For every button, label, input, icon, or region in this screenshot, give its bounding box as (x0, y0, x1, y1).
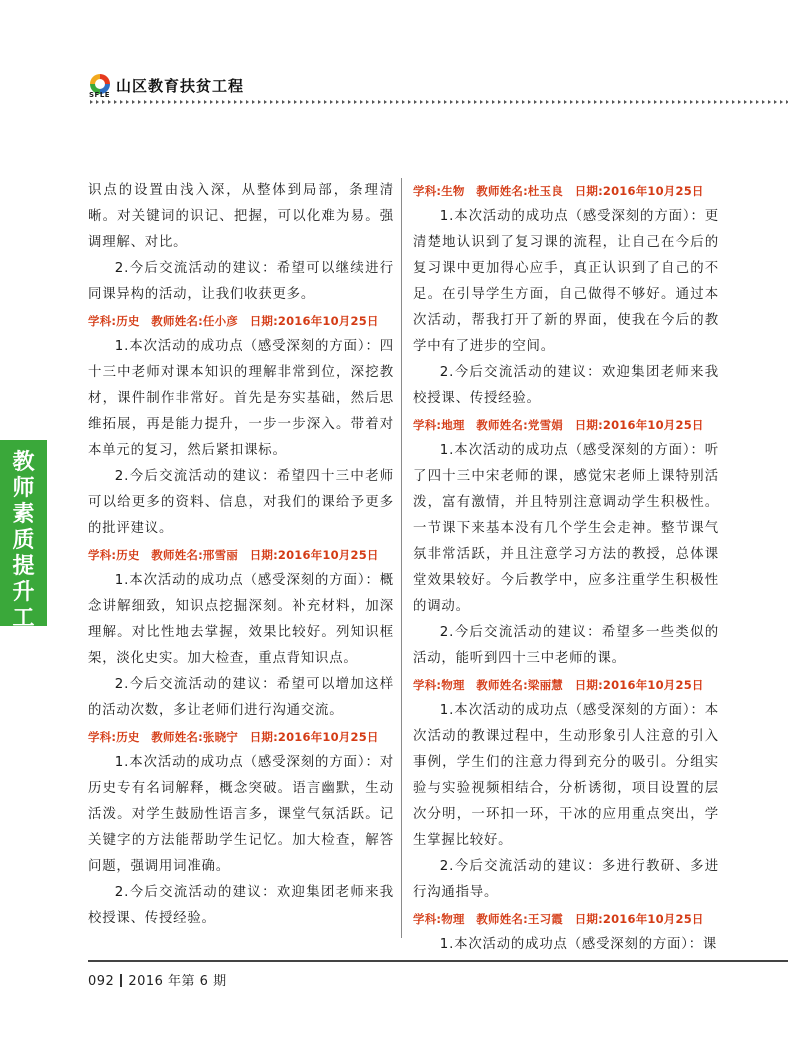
rule-dot (522, 100, 525, 104)
publication-title: 山区教育扶贫工程 (116, 77, 245, 95)
subject-heading: 学科:物理 教师姓名:梁丽慧 日期:2016年10月25日 (413, 678, 704, 692)
side-tab-char: 提 (12, 554, 35, 579)
subject-heading: 学科:历史 教师姓名:张晓宁 日期:2016年10月25日 (88, 730, 379, 744)
rule-dot (396, 100, 399, 104)
rule-dot (378, 100, 381, 104)
rule-dot (600, 100, 603, 104)
rule-dot (324, 100, 327, 104)
rule-dot (420, 100, 423, 104)
rule-dot (228, 100, 231, 104)
rule-dot (498, 100, 501, 104)
rule-dot (606, 100, 609, 104)
rule-dot (288, 100, 291, 104)
rule-dot (132, 100, 135, 104)
rule-dot (234, 100, 237, 104)
rule-dot (546, 100, 549, 104)
rule-dot (582, 100, 585, 104)
rule-dot (780, 100, 783, 104)
rule-dot (576, 100, 579, 104)
rule-dot (300, 100, 303, 104)
left-column (88, 178, 394, 932)
side-tab-char: 质 (12, 528, 35, 553)
rule-dot (180, 100, 183, 104)
rule-dot (594, 100, 597, 104)
rule-dot (468, 100, 471, 104)
paragraph: 1.本次活动的成功点（感受深刻的方面）：更清楚地认识到了复习课的流程，让自己在今后的复习课中更加得心应手，真正认识到了自己的不足。在引导学生方面，自己做得不够好。通过本次活动，帮我打开了新的界面，使我在今后的教学中有了进步的空间。 (413, 209, 719, 354)
page-footer (88, 970, 227, 989)
rule-dot (630, 100, 633, 104)
side-tab-char: 素 (12, 502, 35, 527)
rule-dot (732, 100, 735, 104)
issue-label: 2016 年第 6 期 (128, 974, 227, 989)
rule-dot (372, 100, 375, 104)
rule-dot (672, 100, 675, 104)
paragraph: 1.本次活动的成功点（感受深刻的方面）：对历史专有名词解释，概念突破。语言幽默，生动活泼。对学生鼓励性语言多，课堂气氛活跃。记关键字的方法能帮助学生记忆。加大检查，解答问题，强调用词准确。 (88, 755, 394, 874)
rule-dot (696, 100, 699, 104)
paragraph: 2.今后交流活动的建议：多进行教研、多进行沟通指导。 (413, 859, 719, 900)
paragraph: 识点的设置由浅入深，从整体到局部，条理清晰。对关键词的识记、把握，可以化难为易。强调理解、对比。 (88, 183, 394, 250)
rule-dot (660, 100, 663, 104)
rule-dot (96, 100, 99, 104)
rule-dot (330, 100, 333, 104)
rule-dot (462, 100, 465, 104)
paragraph: 1.本次活动的成功点（感受深刻的方面）：概念讲解细致，知识点挖掘深刻。补充材料，加深理解。对比性地去掌握，效果比较好。列知识框架，淡化史实。加大检查，重点背知识点。 (88, 573, 394, 666)
paragraph: 1.本次活动的成功点（感受深刻的方面）：本次活动的教课过程中，生动形象引人注意的引入事例，学生们的注意力得到充分的吸引。分组实验与实验视频相结合，分析诱彻，项目设置的层次分明，一环扣一环，干冰的应用重点突出，学生掌握比较好。 (413, 703, 719, 848)
rule-dot (504, 100, 507, 104)
rule-dot (264, 100, 267, 104)
rule-dot (414, 100, 417, 104)
side-tab-char: 工 (12, 606, 35, 631)
rule-dot (294, 100, 297, 104)
footer-rule (88, 960, 788, 962)
rule-dot (90, 100, 93, 104)
rule-dot (534, 100, 537, 104)
side-tab-char: 升 (12, 580, 35, 605)
rule-dot (360, 100, 363, 104)
rule-dot (678, 100, 681, 104)
side-tab-char: 程 (12, 632, 35, 657)
rule-dot (564, 100, 567, 104)
rule-dot (402, 100, 405, 104)
rule-dot (654, 100, 657, 104)
rule-dot (768, 100, 771, 104)
rule-dot (612, 100, 615, 104)
rule-dot (210, 100, 213, 104)
rule-dot (540, 100, 543, 104)
rule-dot (510, 100, 513, 104)
rule-dot (708, 100, 711, 104)
rule-dot (750, 100, 753, 104)
rule-dot (438, 100, 441, 104)
header-dotted-rule (88, 99, 788, 105)
rule-dot (276, 100, 279, 104)
rule-dot (456, 100, 459, 104)
rule-dot (216, 100, 219, 104)
rule-dot (690, 100, 693, 104)
paragraph: 2.今后交流活动的建议：希望四十三中老师可以给更多的资料、信息，对我们的课给予更多的批评建议。 (88, 469, 394, 536)
footer-separator (120, 974, 122, 987)
rule-dot (492, 100, 495, 104)
rule-dot (186, 100, 189, 104)
rule-dot (774, 100, 777, 104)
rule-dot (426, 100, 429, 104)
subject-heading: 学科:历史 教师姓名:任小彦 日期:2016年10月25日 (88, 314, 379, 328)
rule-dot (342, 100, 345, 104)
paragraph: 1.本次活动的成功点（感受深刻的方面）：听了四十三中宋老师的课，感觉宋老师上课特别活泼，富有激情，并且特别注意调动学生积极性。一节课下来基本没有几个学生会走神。整节课气氛非常活跃，并且注意学习方法的教授，总体课堂效果较好。今后教学中，应多注重学生积极性的调动。 (413, 443, 719, 614)
rule-dot (168, 100, 171, 104)
rule-dot (714, 100, 717, 104)
paragraph: 2.今后交流活动的建议：欢迎集团老师来我校授课、传授经验。 (88, 885, 394, 926)
rule-dot (486, 100, 489, 104)
rule-dot (408, 100, 411, 104)
rule-dot (762, 100, 765, 104)
rule-dot (720, 100, 723, 104)
paragraph: 2.今后交流活动的建议：欢迎集团老师来我校授课、传授经验。 (413, 365, 719, 406)
rule-dot (432, 100, 435, 104)
paragraph: 1.本次活动的成功点（感受深刻的方面）：四十三中老师对课本知识的理解非常到位，深挖教材，课件制作非常好。首先是夯实基础，然后思维拓展，再是能力提升，一步一步深入。带着对本单元的复习，然后紧扣课标。 (88, 339, 394, 458)
rule-dot (138, 100, 141, 104)
side-tab-label (0, 450, 47, 658)
rule-dot (642, 100, 645, 104)
rule-dot (162, 100, 165, 104)
rule-dot (174, 100, 177, 104)
rule-dot (114, 100, 117, 104)
rule-dot (390, 100, 393, 104)
rule-dot (474, 100, 477, 104)
rule-dot (108, 100, 111, 104)
rule-dot (366, 100, 369, 104)
rule-dot (552, 100, 555, 104)
rule-dot (744, 100, 747, 104)
rule-dot (150, 100, 153, 104)
paragraph: 2.今后交流活动的建议：希望多一些类似的活动，能听到四十三中老师的课。 (413, 625, 719, 666)
rule-dot (126, 100, 129, 104)
rule-dot (588, 100, 591, 104)
rule-dot (528, 100, 531, 104)
column-divider (401, 178, 402, 938)
rule-dot (384, 100, 387, 104)
paragraph: 2.今后交流活动的建议：希望可以继续进行同课异构的活动，让我们收获更多。 (88, 261, 394, 302)
subject-heading: 学科:生物 教师姓名:杜玉良 日期:2016年10月25日 (413, 184, 704, 198)
rule-dot (222, 100, 225, 104)
rule-dot (786, 100, 788, 104)
rule-dot (702, 100, 705, 104)
rule-dot (666, 100, 669, 104)
rule-dot (450, 100, 453, 104)
rule-dot (336, 100, 339, 104)
rule-dot (204, 100, 207, 104)
page-number: 092 (88, 974, 115, 989)
rule-dot (444, 100, 447, 104)
rule-dot (348, 100, 351, 104)
rule-dot (726, 100, 729, 104)
side-tab-char: 教 (12, 450, 35, 475)
section-side-tab (0, 440, 47, 657)
rule-dot (624, 100, 627, 104)
subject-heading: 学科:物理 教师姓名:王习霞 日期:2016年10月25日 (413, 912, 704, 926)
rule-dot (570, 100, 573, 104)
side-tab-char: 师 (12, 476, 35, 501)
rule-dot (258, 100, 261, 104)
paragraph: 1.本次活动的成功点（感受深刻的方面）：课 (439, 937, 718, 952)
rule-dot (354, 100, 357, 104)
rule-dot (282, 100, 285, 104)
logo-text: SFLE (89, 91, 111, 99)
rule-dot (558, 100, 561, 104)
rule-dot (156, 100, 159, 104)
rule-dot (120, 100, 123, 104)
rule-dot (480, 100, 483, 104)
rule-dot (312, 100, 315, 104)
rule-dot (252, 100, 255, 104)
rule-dot (144, 100, 147, 104)
subject-heading: 学科:历史 教师姓名:邢雪丽 日期:2016年10月25日 (88, 548, 379, 562)
rule-dot (306, 100, 309, 104)
rule-dot (270, 100, 273, 104)
rule-dot (198, 100, 201, 104)
rule-dot (738, 100, 741, 104)
rule-dot (618, 100, 621, 104)
paragraph: 2.今后交流活动的建议：希望可以增加这样的活动次数，多让老师们进行沟通交流。 (88, 677, 394, 718)
rule-dot (102, 100, 105, 104)
rule-dot (516, 100, 519, 104)
rule-dot (246, 100, 249, 104)
rule-dot (756, 100, 759, 104)
rule-dot (192, 100, 195, 104)
rule-dot (240, 100, 243, 104)
rule-dot (636, 100, 639, 104)
right-column (413, 178, 719, 958)
subject-heading: 学科:地理 教师姓名:党雪娟 日期:2016年10月25日 (413, 418, 704, 432)
rule-dot (684, 100, 687, 104)
rule-dot (318, 100, 321, 104)
rule-dot (648, 100, 651, 104)
